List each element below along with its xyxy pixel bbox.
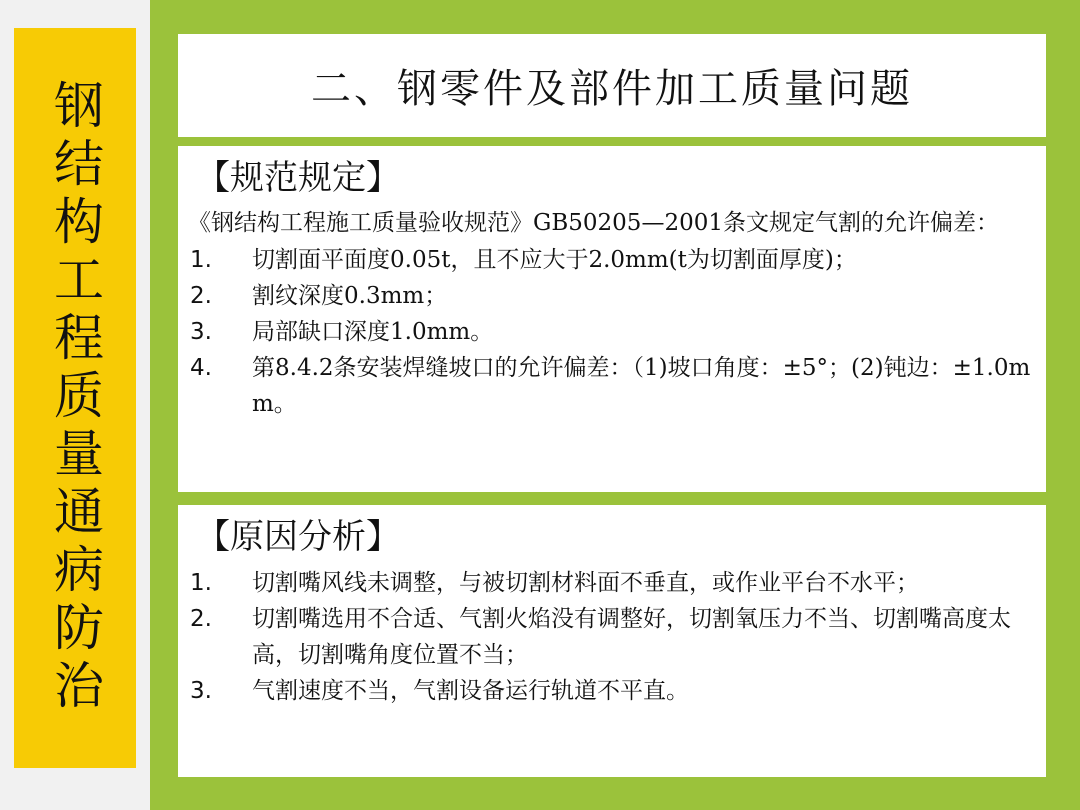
page-title: 二、钢零件及部件加工质量问题 xyxy=(311,66,913,112)
list-item xyxy=(188,314,1034,350)
sidebar-title: 钢结构工程质量通病防治 xyxy=(46,79,104,717)
title-panel xyxy=(178,34,1046,137)
item-number: 4. xyxy=(190,355,212,381)
list-item xyxy=(188,673,1034,709)
rules-heading: 【规范规定】 xyxy=(196,158,400,198)
rules-list xyxy=(188,242,1034,422)
item-text: 切割面平面度0.05t，且不应大于2.0mm(t为切割面厚度)； xyxy=(252,247,857,273)
item-number: 2. xyxy=(190,606,212,632)
list-item xyxy=(188,565,1034,601)
item-number: 3. xyxy=(190,678,212,704)
item-number: 2. xyxy=(190,283,212,309)
causes-list xyxy=(188,565,1034,709)
item-text: 切割嘴选用不合适、气割火焰没有调整好，切割氧压力不当、切割嘴高度太高，切割嘴角度位置不当； xyxy=(252,606,1011,668)
list-item xyxy=(188,601,1034,673)
item-text: 局部缺口深度1.0mm。 xyxy=(252,319,494,345)
sidebar-banner xyxy=(14,28,136,768)
causes-heading: 【原因分析】 xyxy=(196,517,400,557)
item-number: 1. xyxy=(190,247,212,273)
item-text: 气割速度不当，气割设备运行轨道不平直。 xyxy=(252,678,689,704)
list-item xyxy=(188,242,1034,278)
list-item xyxy=(188,278,1034,314)
item-text: 切割嘴风线未调整，与被切割材料面不垂直，或作业平台不水平； xyxy=(252,570,919,596)
rules-intro: 《钢结构工程施工质量验收规范》GB50205—2001条文规定气割的允许偏差： xyxy=(188,210,999,236)
item-text: 割纹深度0.3mm； xyxy=(252,283,448,309)
list-item xyxy=(188,350,1034,422)
rules-panel xyxy=(178,146,1046,492)
causes-panel xyxy=(178,505,1046,777)
item-number: 3. xyxy=(190,319,212,345)
item-text: 第8.4.2条安装焊缝坡口的允许偏差：（1)坡口角度：±5°；(2)钝边：±1.0mm。 xyxy=(252,355,1031,417)
item-number: 1. xyxy=(190,570,212,596)
